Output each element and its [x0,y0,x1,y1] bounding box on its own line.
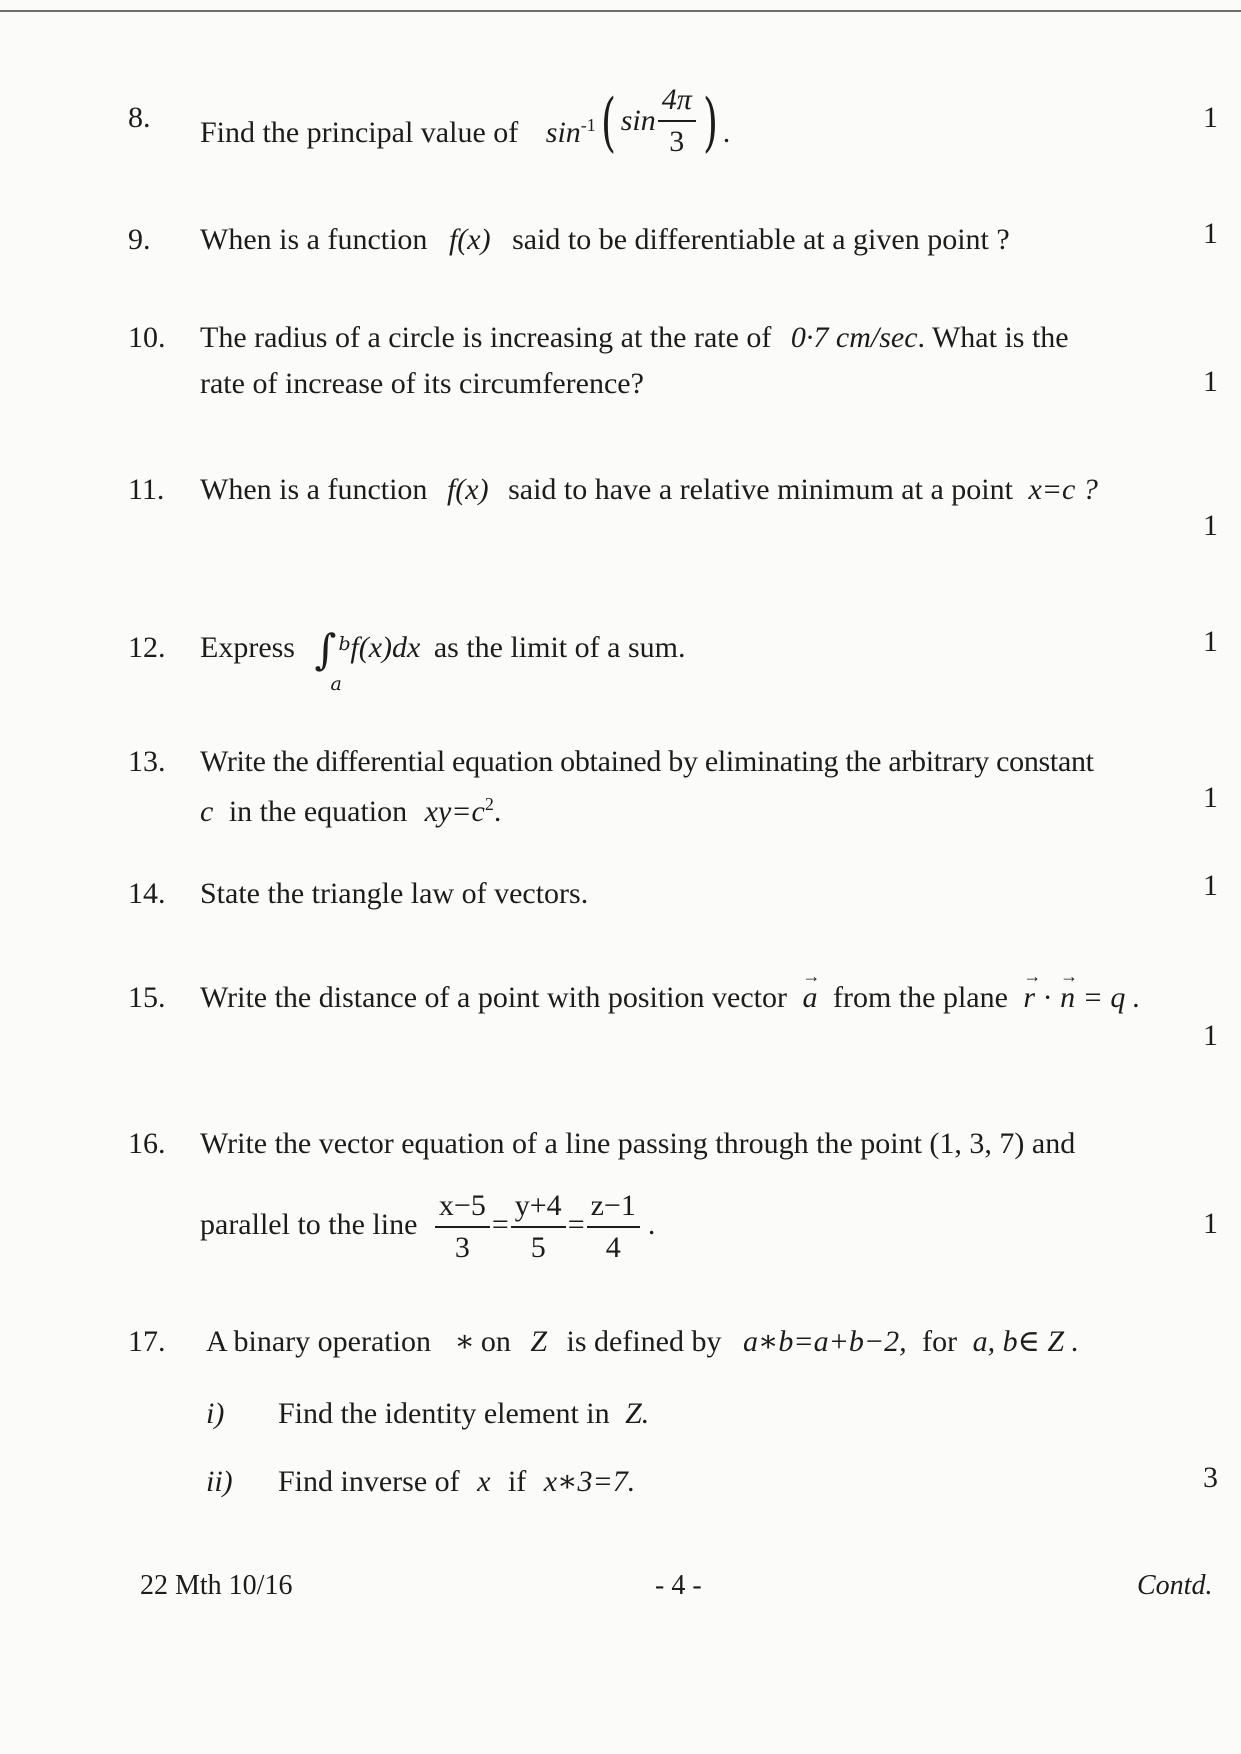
marks: 1 [1203,781,1218,814]
marks: 1 [1203,869,1218,902]
question-text: Write the differential equation obtained by eliminating the arbitrary constant c in the equation $xy=c^2$. [200,745,1094,828]
continued-label: Contd. [1137,1570,1213,1601]
question-number: 14. [128,877,166,910]
fraction-y: $\frac{y+4}{5}$ [511,1186,566,1268]
fraction-x: $\frac{x-5}{3}$ [435,1186,490,1268]
question-11 [128,466,1218,556]
question-number: 15. [128,981,166,1014]
vector-n: n → [1060,974,1075,1022]
question-9 [128,216,1218,266]
page-number: - 4 - [655,1570,702,1601]
marks: 1 [1203,365,1218,398]
question-13 [128,738,1218,838]
question-17: 17. A binary operation ∗ on Z is defined by a∗b=a+b−2, for a, b∈ Z . i) Find the identity element in Z. ii) Find inverse of x if x∗3=7. 3 [128,1318,1218,1518]
question-number: 17. [128,1325,166,1358]
question-number: 9. [128,223,151,256]
question-text: The radius of a circle is increasing at the rate of 0·7 cm/sec. What is the rate of increase of its circumference? [200,321,1069,400]
question-number: 8. [128,101,151,134]
question-14 [128,870,1218,920]
question-number: 11. [128,473,165,506]
question-text: A binary operation ∗ on Z is defined by a∗b=a+b−2, for a, b∈ Z . [206,1325,1080,1358]
question-8 [128,82,1218,160]
question-number: 16. [128,1127,166,1160]
top-rule [0,10,1241,12]
question-10 [128,314,1218,414]
vector-r: r → [1023,974,1035,1022]
marks: 1 [1203,101,1218,134]
math-arcsin: $\sin^{-1}$ [545,114,596,149]
marks: 1 [1203,217,1218,250]
marks: 3 [1203,1461,1218,1494]
question-number: 12. [128,631,166,664]
question-16 [128,1120,1218,1270]
paper-code: 22 Mth 10/16 [140,1570,293,1601]
vector-a: a → [802,974,817,1022]
question-text: Find the principal value of $\sin^{-1}$( sin $\frac{4\pi}{3}$ ) . [200,94,1218,176]
question-text: Write the distance of a point with position vector a → from the plane r → · n → = q . [200,974,1218,1022]
marks: 1 [1203,1207,1218,1240]
marks: 1 [1203,625,1218,658]
question-text: Write the vector equation of a line passing through the point (1, 3, 7) and parallel to the line $\frac{x-5}{3}$ = $\frac{y+4}{5}$ = $\frac{z-1}{4}$ . [200,1120,1218,1268]
marks: 1 [1203,1019,1218,1052]
integral-sign: ∫ b a [314,625,351,696]
question-number: 13. [128,745,166,778]
question-12 [128,624,1218,696]
question-15 [128,974,1218,1064]
question-text: When is a function f(x) said to be differentiable at a given point ? [200,223,1010,256]
question-text: When is a function f(x) said to have a relative minimum at a point x=c ? [200,473,1098,506]
marks: 1 [1203,509,1218,542]
math-argument: ( sin $\frac{4\pi}{3}$ ) [596,82,723,164]
question-number: 10. [128,321,166,354]
fraction-z: $\frac{z-1}{4}$ [587,1186,640,1268]
question-text: State the triangle law of vectors. [200,877,589,910]
question-text: Express ∫ b a f(x)dx as the limit of a sum. [200,625,686,696]
